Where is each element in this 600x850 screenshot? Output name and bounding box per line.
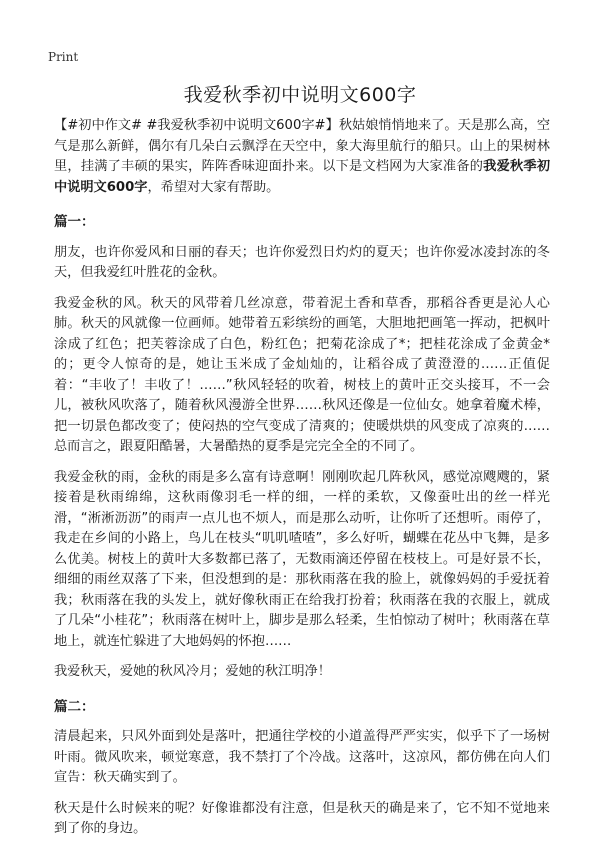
paragraph: 我爱秋天，爱她的秋风冷月；爱她的秋江明净！ (54, 664, 331, 679)
paragraph: 我爱金秋的雨，金秋的雨是多么富有诗意啊！刚刚吹起几阵秋风，感觉凉飕飕的，紧接着是秋雨绵绵，这秋雨像羽毛一样的细，一样的柔软，又像蚕吐出的丝一样光滑，“淅淅沥沥”的雨声一点儿也不烦人，而是那么动听，让你听了还想听。雨停了，我走在乡间的小路上，鸟儿在枝头“叽叽喳喳”，多么好听，蝴蝶在花丛中飞舞，是多么优美。树枝上的黄叶大多数都已落了，无数雨滴还停留在枝枝上。可是好景不长，细细的雨丝双落了下来，但没想到的是：那秋雨落在我的脸上，就像妈妈的手爱抚着我；秋雨落在我的头发上，就好像秋雨正在给我打扮着；秋雨落在我的衣服上，就成了几朵“小桂花”；秋雨落在树叶上，脚步是那么轻柔，生怕惊动了树叶；秋雨落在草地上，就连忙躲进了大地妈妈的怀抱…… (54, 469, 550, 649)
section-heading: 篇一： (54, 214, 95, 230)
paragraph: 清晨起来，只风外面到处是落叶，把通往学校的小道盖得严严实实，似乎下了一场树叶雨。微风吹来，顿觉寒意，我不禁打了个冷战。这落叶，这凉风，都仿佛在向人们宣告：秋天确实到了。 (54, 729, 550, 785)
paragraph: 秋天是什么时候来的呢？好像谁都没有注意，但是秋天的确是来了，它不知不觉地来到了你的身边。 (54, 800, 550, 836)
page-title: 我爱秋季初中说明文600字 (183, 84, 417, 106)
intro-paragraph (54, 116, 550, 198)
intro-tag: 【#初中作文# #我爱秋季初中说明文600字#】 (54, 118, 339, 133)
intro-text-end: ，希望对大家有帮助。 (147, 179, 280, 195)
intro-text: 秋姑娘悄悄地来了。天是那么高，空气是那么新鲜，偶尔有几朵白云飘浮在天空中，象大海里航行的船只。山上的果树林里，挂满了丰硕的果实，阵阵香味迎面扑来。以下是文档网为大家准备的 (54, 118, 551, 174)
paragraph: 朋友，也许你爱风和日丽的春天；也许你爱烈日灼灼的夏天；也许你爱冰凌封冻的冬天，但我爱红叶胜花的金秋。 (54, 244, 550, 280)
article-body (54, 116, 550, 850)
section-heading: 篇二： (54, 698, 95, 715)
print-link[interactable]: Print (48, 50, 79, 64)
paragraph: 我爱金秋的风。秋天的风带着几丝凉意，带着泥土香和草香，那稻谷香更是沁人心肺。秋天的风就像一位画师。她带着五彩缤纷的画笔，大胆地把画笔一挥动，把枫叶涂成了红色；把芙蓉涂成了白色，粉红色；把菊花涂成了*；把桂花涂成了金黄金*的；更令人惊奇的是，她让玉米成了金灿灿的，让稻谷成了黄澄澄的……正值促着：“丰收了！丰收了！……”秋风轻轻的吹着，树枝上的黄叶正交头接耳，不一会儿，被秋风吹落了，随着秋风漫游全世界……秋风还像是一位仙女。她拿着魔术棒，把一切景色都改变了；使闷热的空气变成了清爽的；使暖烘烘的风变成了凉爽的……总而言之，跟夏阳酷暑，大暑酷热的夏季是完完全全的不同了。 (54, 295, 550, 454)
intro-bold-title: 我爱秋季初中说明文600字 (54, 159, 551, 195)
